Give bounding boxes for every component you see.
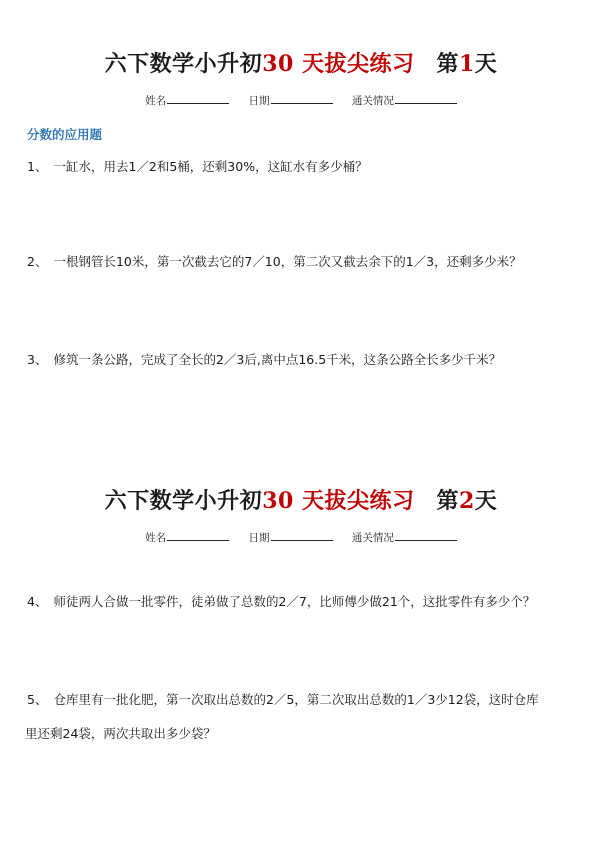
date-blank[interactable] <box>271 539 333 541</box>
name-field: 姓名 <box>145 93 229 108</box>
question-5: 5、 仓库里有一批化肥，第一次取出总数的2／5，第二次取出总数的1／3少12袋，这时仓库 里还剩24袋，两次共取出多少袋？ <box>27 683 577 751</box>
day2-info-row <box>0 530 602 545</box>
title-day-prefix: 第 <box>436 51 459 77</box>
title-day-prefix: 第 <box>436 488 459 514</box>
question-2: 2、 一根钢管长10米，第一次截去它的7／10，第二次又截去余下的1／3，还剩多少米？ <box>27 254 522 269</box>
question-3: 3、 修筑一条公路，完成了全长的2／3后,离中点16.5千米，这条公路全长多少千米？ <box>27 352 502 367</box>
title-highlight: 30 天拔尖练习 <box>262 488 415 514</box>
title-day-number: 2 <box>458 488 475 514</box>
status-field: 通关情况 <box>352 93 457 108</box>
name-field: 姓名 <box>145 530 229 545</box>
section-heading: 分数的应用题 <box>27 127 103 142</box>
name-blank[interactable] <box>167 102 229 104</box>
name-blank[interactable] <box>167 539 229 541</box>
day1-title <box>0 47 602 78</box>
day2-title <box>0 484 602 515</box>
date-field: 日期 <box>249 530 333 545</box>
title-highlight: 30 天拔尖练习 <box>262 51 415 77</box>
status-blank[interactable] <box>395 539 457 541</box>
title-prefix: 六下数学小升初 <box>104 488 263 514</box>
date-field: 日期 <box>249 93 333 108</box>
title-prefix: 六下数学小升初 <box>104 51 263 77</box>
status-blank[interactable] <box>395 102 457 104</box>
title-day-suffix: 天 <box>474 51 498 77</box>
status-field: 通关情况 <box>352 530 457 545</box>
title-day-suffix: 天 <box>474 488 498 514</box>
day1-info-row <box>0 93 602 108</box>
question-4: 4、 师徒两人合做一批零件，徒弟做了总数的2／7，比师傅少做21个，这批零件有多少个？ <box>27 594 536 609</box>
question-1: 1、 一缸水，用去1／2和5桶，还剩30%，这缸水有多少桶？ <box>27 159 368 174</box>
date-blank[interactable] <box>271 102 333 104</box>
title-day-number: 1 <box>458 51 475 77</box>
question-5-continued: 里还剩24袋，两次共取出多少袋？ <box>25 726 216 741</box>
